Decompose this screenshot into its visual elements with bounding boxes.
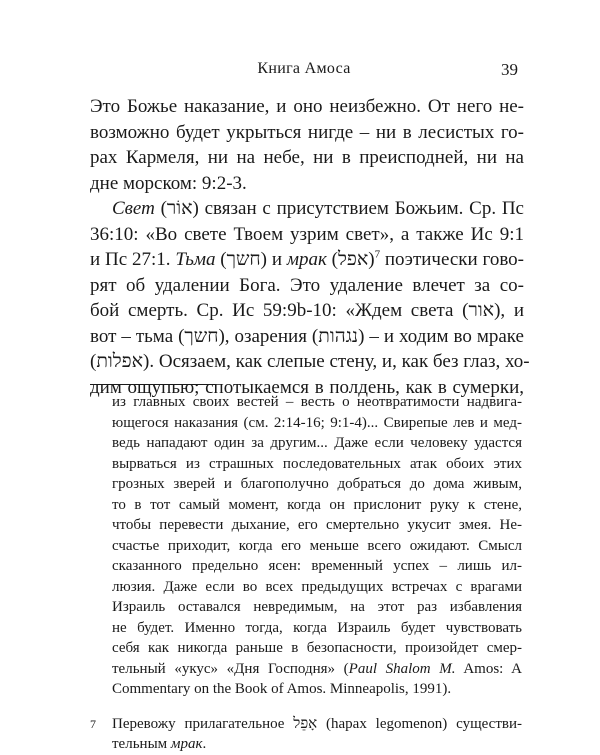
term-darkness: Тьма (175, 249, 216, 270)
footnote-text (112, 714, 522, 755)
text-span: . (202, 736, 207, 752)
footnote-mark: 7 (90, 716, 96, 731)
text-span: и Пс 27:1. (90, 249, 176, 270)
footnote-line: не будет. Именно тогда, когда Израиль будет чувствовать (112, 619, 522, 636)
term-gloom: мрак (170, 736, 203, 752)
text-line (90, 247, 524, 273)
running-header (90, 60, 518, 84)
footnote-line (112, 659, 522, 680)
text-line: Это Божье наказание, и оно неизбежно. От него не- (90, 96, 524, 117)
paragraph-2 (90, 196, 530, 400)
footnote-line: из главных своих вестей – весть о неотвратимости надвига- (112, 394, 522, 410)
text-span: (אפל) (326, 249, 375, 270)
text-line: вот – тьма (חשך), озарения (נגהות) – и ходим во мраке (90, 325, 524, 347)
running-title: Книга Амоса (257, 60, 351, 77)
footnote-line: чтобы перевести дыхание, его смертельно укусит змея. Не- (112, 517, 522, 533)
text-line: возможно будет укрыться нигде – ни в лесистых го- (90, 121, 524, 143)
term-gloom: мрак (286, 249, 327, 270)
text-line (90, 196, 524, 222)
footnote-line: люзия. Даже если во всех предыдущих встречах с врагами (112, 578, 522, 595)
text-line: рят об удалении Бога. Это удаление влечет за со- (90, 274, 524, 296)
footnote-line: ющегося наказания (см. 2:14-16; 9:1-4)... Свирепые лев и мед- (112, 414, 522, 431)
footnotes (90, 392, 522, 755)
footnote-line: Перевожу прилагательное אָפֵל (hapax legomenon) существи- (112, 715, 522, 732)
text-span: (אוֹר) связан с присутствием Божьим. Ср. Пс (154, 198, 524, 219)
footnote-ref-7[interactable]: 7 (374, 248, 381, 261)
page-number: 39 (501, 60, 518, 79)
text-span: тельным (112, 736, 171, 752)
footnote-line: ведь нападают один за другим... Даже если человеку удастся (112, 435, 522, 451)
footnote-line: вырваться из страшных последовательных атак обоих этих (112, 455, 522, 472)
text-line: рах Кармеля, ни на небе, ни в преисподней, ни на (90, 147, 524, 168)
text-line: (אפלות). Осязаем, как слепые стену, и, как без глаз, хо- (90, 351, 530, 372)
text-line: дим ощупью; спотыкаемся в полдень, как в сумерки, (90, 376, 524, 398)
paragraph-1 (90, 94, 524, 196)
footnote-line: Commentary on the Book of Amos. Minneapolis, 1991). (112, 681, 452, 697)
footnote-line: Израиль оставался невредимым, на этот раз избавления (112, 599, 522, 615)
text-line: 36:10: «Во свете Твоем узрим свет», а также Ис 9:1 (90, 223, 524, 245)
footnote-separator (90, 384, 216, 385)
footnote-line: счастье приходит, когда его меньше всего ожидают. Смысл (112, 537, 522, 554)
text-line: дне морском: 9:2-3. (90, 172, 247, 194)
footnote-7 (90, 714, 522, 755)
text-span: поэтически гово- (380, 249, 525, 270)
footnote-continuation (90, 392, 522, 700)
text-span: тельный «укус» «Дня Господня» ( (112, 660, 349, 677)
text-line: бой смерть. Ср. Ис 59:9b-10: «Ждем света (אור), и (90, 300, 525, 321)
footnote-line: себя как никогда раньше в безопасности, произойдет смер- (112, 640, 522, 656)
text-span: (חשך) и (215, 249, 287, 270)
text-span: Amos: A (455, 660, 522, 677)
footnote-line: то в тот самый момент, когда он прислонит руку к стене, (112, 496, 522, 513)
term-light: Свет (112, 198, 155, 219)
footnote-line: грозных зверей и благополучно добраться до дома живым, (112, 476, 522, 492)
main-text (90, 94, 530, 400)
footnote-line: сказанного предельно ясен: временный успех – лишь ил- (112, 558, 522, 574)
footnote-line (112, 734, 522, 755)
author-name: Paul Shalom M. (348, 660, 456, 677)
